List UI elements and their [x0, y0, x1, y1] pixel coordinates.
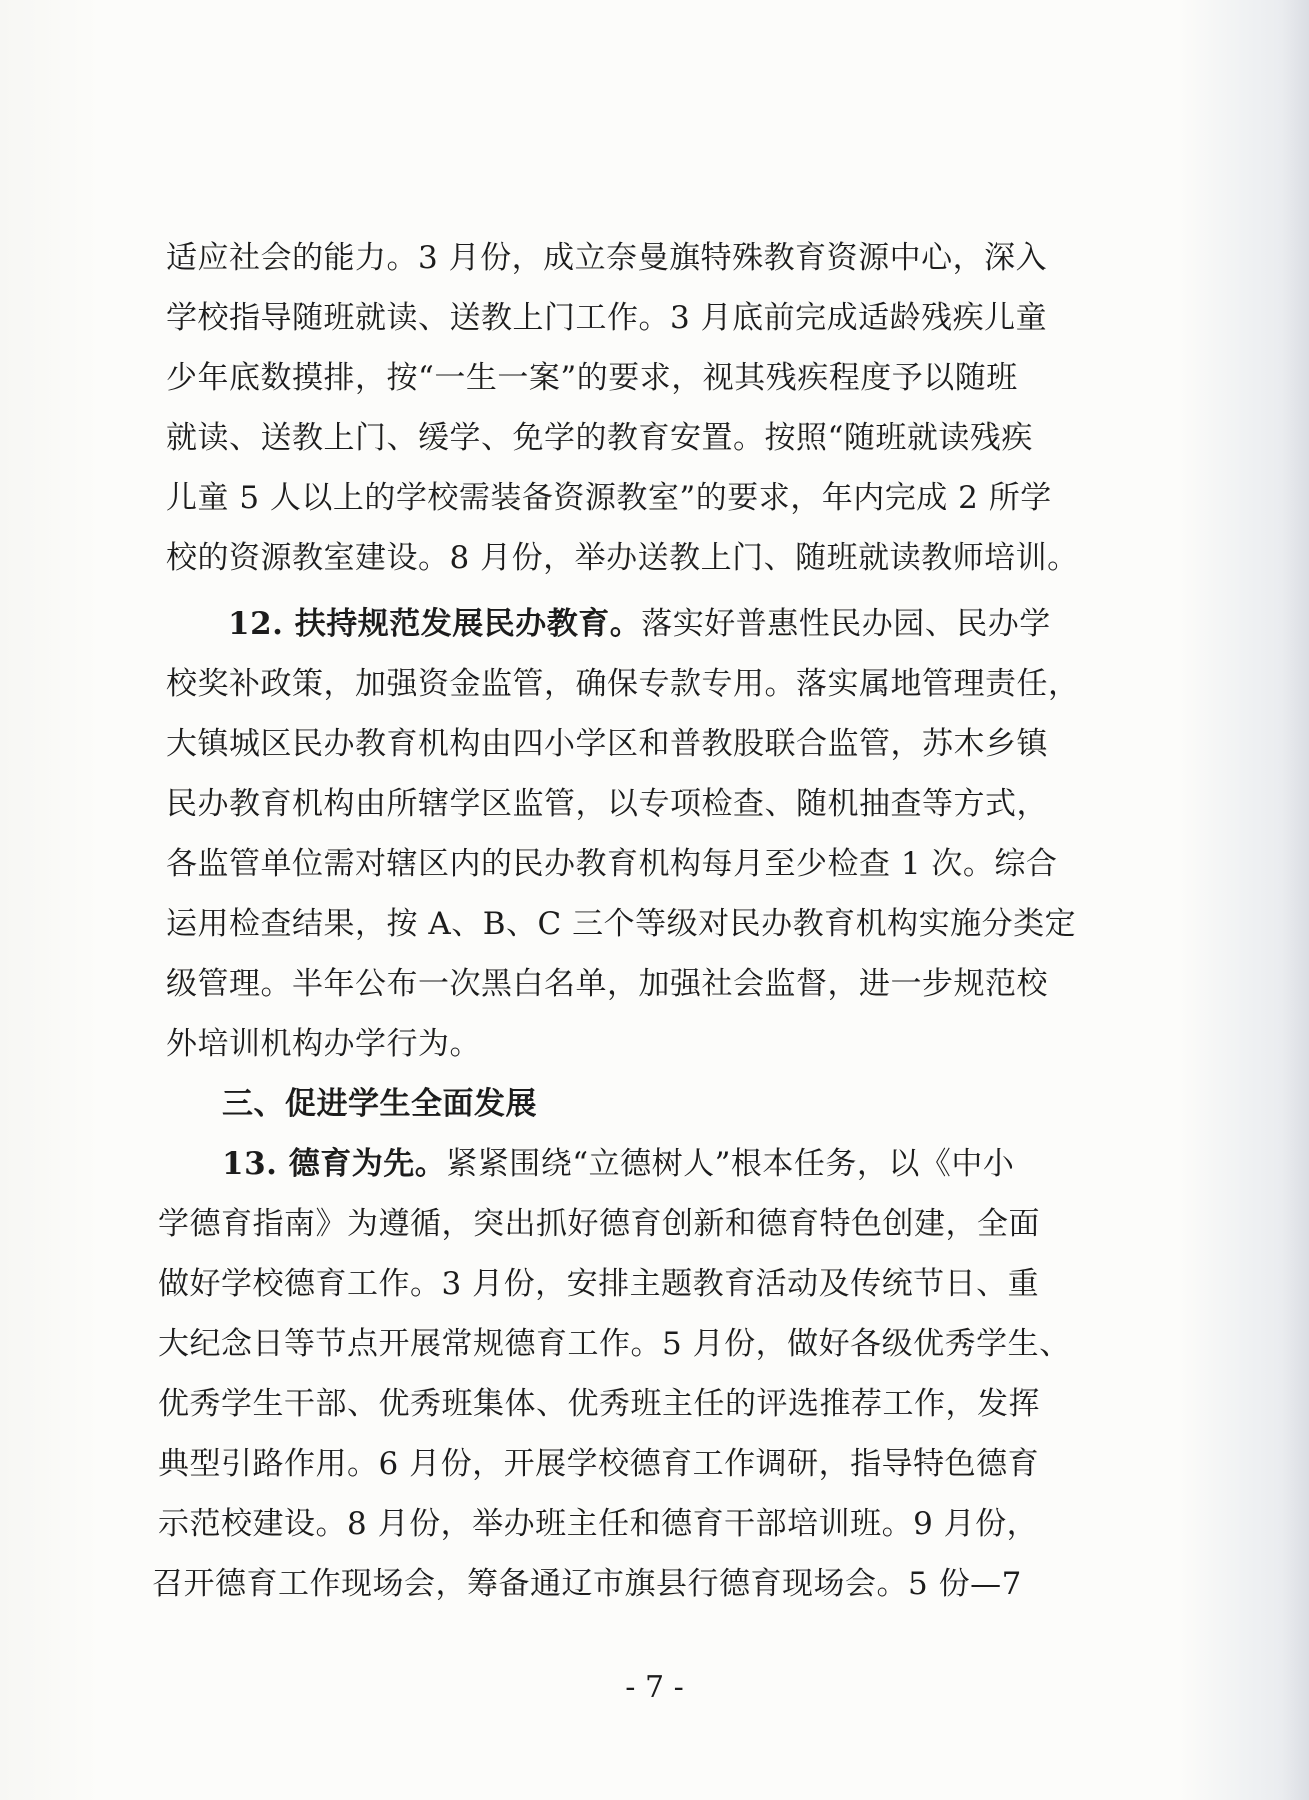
- body-text-line: 召开德育工作现场会，筹备通辽市旗县行德育现场会。5 份—7: [152, 1566, 1022, 1602]
- section-title: 三、促进学生全面发展: [222, 1086, 537, 1122]
- scan-shadow: [1281, 0, 1309, 1800]
- item-12-first-line: [228, 604, 1051, 644]
- body-text-line: 典型引路作用。6 月份，开展学校德育工作调研，指导特色德育: [158, 1446, 1040, 1482]
- item-13-heading: 13. 德育为先。: [222, 1146, 447, 1182]
- body-text-line: 大镇城区民办教育机构由四小学区和普教股联合监管，苏木乡镇: [166, 726, 1048, 762]
- body-text-line: 大纪念日等节点开展常规德育工作。5 月份，做好各级优秀学生、: [158, 1326, 1071, 1362]
- body-text-line: 学德育指南》为遵循，突出抓好德育创新和德育特色创建，全面: [158, 1206, 1040, 1242]
- body-text-line: 适应社会的能力。3 月份，成立奈曼旗特殊教育资源中心，深入: [166, 240, 1048, 276]
- body-text-line: 级管理。半年公布一次黑白名单，加强社会监督，进一步规范校: [166, 966, 1048, 1002]
- item-13-text: 紧紧围绕“立德树人”根本任务，以《中小: [446, 1146, 1015, 1182]
- body-text-line: 少年底数摸排，按“一生一案”的要求，视其残疾程度予以随班: [166, 360, 1018, 396]
- body-text-line: 优秀学生干部、优秀班集体、优秀班主任的评选推荐工作，发挥: [158, 1386, 1040, 1422]
- body-text-line: 校奖补政策，加强资金监管，确保专款专用。落实属地管理责任，: [166, 666, 1080, 702]
- body-text-line: 校的资源教室建设。8 月份，举办送教上门、随班就读教师培训。: [166, 540, 1079, 576]
- body-text-line: 外培训机构办学行为。: [166, 1026, 481, 1062]
- body-text-line: 各监管单位需对辖区内的民办教育机构每月至少检查 1 次。综合: [166, 846, 1058, 882]
- body-text-line: 就读、送教上门、缓学、免学的教育安置。按照“随班就读残疾: [166, 420, 1033, 456]
- body-text-line: 示范校建设。8 月份，举办班主任和德育干部培训班。9 月份，: [158, 1506, 1039, 1542]
- body-text-line: 学校指导随班就读、送教上门工作。3 月底前完成适龄残疾儿童: [166, 300, 1048, 336]
- item-12-heading: 12. 扶持规范发展民办教育。: [228, 606, 642, 642]
- item-12-text: 落实好普惠性民办园、民办学: [641, 606, 1051, 642]
- body-text-line: 做好学校德育工作。3 月份，安排主题教育活动及传统节日、重: [158, 1266, 1040, 1302]
- body-text-line: 运用检查结果，按 A、B、C 三个等级对民办教育机构实施分类定: [166, 906, 1077, 942]
- body-text-line: 儿童 5 人以上的学校需装备资源教室”的要求，年内完成 2 所学: [166, 480, 1052, 516]
- item-13-first-line: [222, 1144, 1014, 1184]
- page-number: - 7 -: [625, 1670, 684, 1705]
- body-text-line: 民办教育机构由所辖学区监管，以专项检查、随机抽查等方式，: [166, 786, 1048, 822]
